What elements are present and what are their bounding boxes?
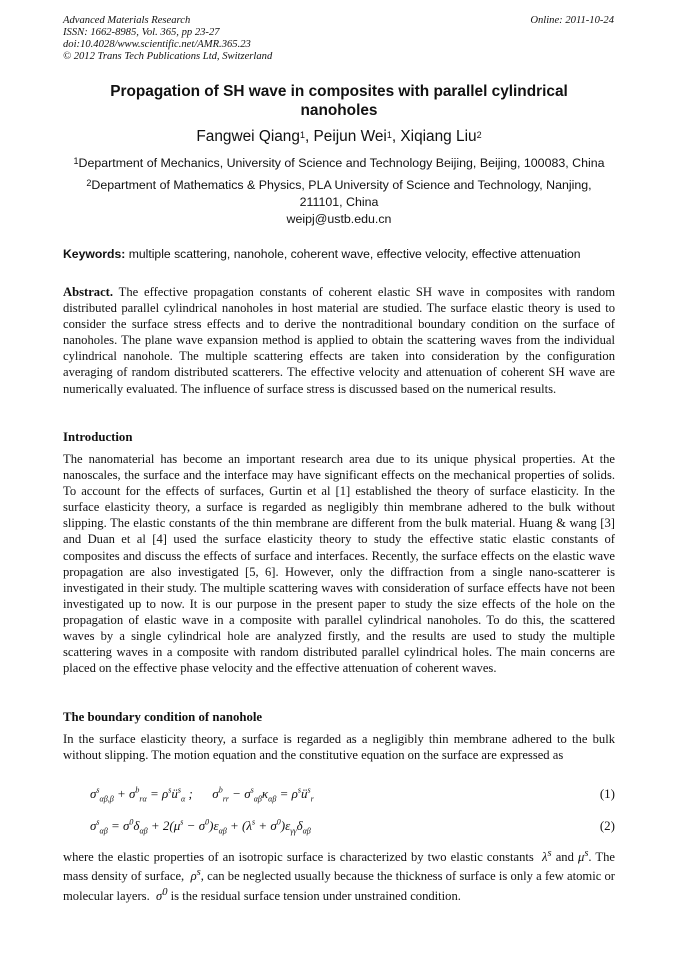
section-heading-boundary: The boundary condition of nanohole [63,710,263,724]
explanation-text: is the residual surface tension under unstrained condition. [170,888,461,903]
equation-explanation [63,846,615,904]
author-list: Fangwei Qiang$^1$, Peijun Wei$^1$, Xiqiang Liu$^2$ [196,128,482,145]
affil-mark: 1 [73,156,79,166]
equation-2 [90,818,615,836]
keywords [63,247,615,261]
equation-2-number: (2) [599,818,615,833]
abstract [63,284,615,397]
affil-text: Department of Mathematics & Physics, PLA University of Science and Technology, Nanjing, 211101, China [91,178,592,209]
introduction-paragraph: The nanomaterial has become an important research area due to its unique physical properties. At the nanoscales, the surface and the interface may have significant effects on the mechanical properties of solids. To account for the effects of surfaces, Gurtin et al [1] established the theory of surface elasticity. In the surface elasticity theory, a surface is regarded as negligibly thin membrane adhered to the bulk without slipping. The elastic constants of the thin membrane are different from the bulk material. Huang & wang [3] and Duan et al [4] used the surface elasticity theory to study the effective static elastic constants of composites and discuss the effects of surface and interfaces. Recently, the surface effects on the elastic wave propagation are also investigated [5, 6]. However, only the diffraction from a single nano-scatterer is investigated in their study. The multiple scattering waves with consideration of surface effects have not been investigated up to now. It is our purpose in the present paper to study the size effects of the hole on the propagation of elastic wave in a composite with parallel cylindrical nanoholes. To do this, the scattered waves by a single cylindrical hole are analyzed firstly, and the results are used to study the multiple scattering waves in a composite with random distributed parallel cylindrical holes. The main concerns are placed on the effective phase velocity and the effective attenuation of coherent waves. [63,452,615,676]
contact-email: weipj@ustb.edu.cn [286,212,392,226]
affiliation-1 [63,155,615,172]
keywords-text: multiple scattering, nanohole, coherent wave, effective velocity, effective attenuation [128,247,581,261]
affiliation-2 [80,177,598,211]
doi-line: doi:10.4028/www.scientific.net/AMR.365.23 [63,39,251,50]
abstract-label: Abstract. [63,285,114,299]
online-date: Online: 2011-10-24 [530,15,614,26]
equation-2-body: $\sigma^s_{\alpha\beta} = \sigma^0\delta_{\alpha\beta} + 2(\mu^s - \sigma^0)\varepsilon_{\alpha\beta} + (\lambda^s + \sigma^0)\varepsilon_{\gamma\gamma}\delta_{\alpha\beta}$ [90,818,311,836]
journal-name: Advanced Materials Research [63,15,191,26]
author-affil-mark: 2 [476,130,482,140]
author-affil-mark: 1 [299,130,305,140]
abstract-text: The effective propagation constants of coherent elastic SH wave in composites with random distributed parallel cylindrical nanoholes in host material are studied. The surface elastic theory is used to consider the surface stress effects and to derive the nontraditional boundary condition on the surface of nanoholes. The plane wave expansion method is applied to obtain the scattering waves from the individual cylindrical nanohole. The multiple scattering effects are taken into consideration by the configuration averaging of random distributed scatterers. The effective velocity and attenuation of coherent SH wave are numerically evaluated. The influence of surface stress is discussed based on the numerical results. [63,285,616,396]
equation-1-number: (1) [599,786,615,801]
lambda-symbol: $\lambda^s$ [537,848,552,865]
author-name: Fangwei Qiang [196,128,300,145]
rho-symbol: $\rho^s$ [187,867,201,884]
explanation-text: , can be neglected usually because the thickness of surface is only a few atomic or molecular layers. [63,869,615,903]
explanation-text: and [555,850,574,865]
author-name: Xiqiang Liu [400,128,477,145]
explanation-text: . The mass density of surface, [63,850,616,884]
affil-mark: 2 [86,178,92,188]
author-affil-mark: 1 [386,130,392,140]
mu-symbol: $\mu^s$ [577,848,589,865]
issn-line: ISSN: 1662-8985, Vol. 365, pp 23-27 [63,27,220,38]
explanation-text: where the elastic properties of an isotropic surface is characterized by two elastic constants [63,850,534,865]
boundary-paragraph: In the surface elasticity theory, a surface is regarded as a negligibly thin membrane adhered to the bulk without slipping. The motion equation and the constitutive equation on the surface are expressed as [63,732,615,763]
journal-header [63,15,272,63]
equation-1-body: $\sigma^s_{\alpha\beta,\beta} + \sigma^b_{r\alpha}$ = $\rho^sü^s_\alpha$ ; $\sigma^b_{rr} - \sigma^s_{\alpha\beta}\kappa_{\alpha\beta}$ = $\rho^sü^s_r$ [90,786,314,804]
author-name: Peijun Wei [313,128,387,145]
keywords-label: Keywords: [63,247,126,261]
sigma-symbol: $\sigma^0$ [152,886,168,903]
section-heading-introduction: Introduction [63,430,133,444]
affil-text: Department of Mechanics, University of Science and Technology Beijing, Beijing, 100083, China [78,156,605,170]
paper-title: Propagation of SH wave in composites with parallel cylindrical nanoholes [110,83,568,119]
equation-1 [90,786,615,804]
copyright-line: © 2012 Trans Tech Publications Ltd, Switzerland [63,51,273,62]
